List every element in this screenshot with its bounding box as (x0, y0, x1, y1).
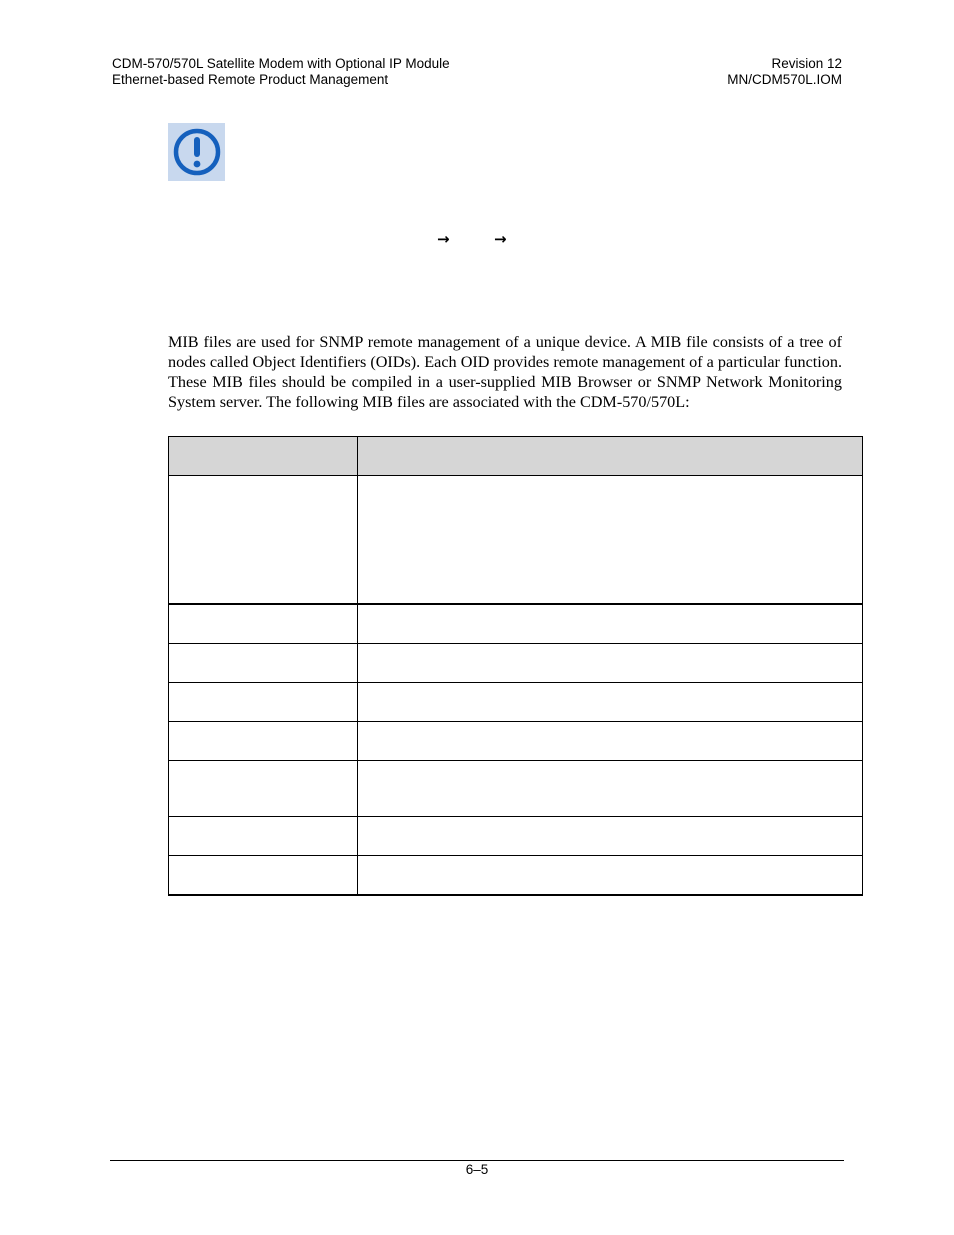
table-header-cell (358, 437, 863, 476)
running-header-right (727, 56, 842, 88)
table-cell (169, 644, 358, 683)
running-header-left (112, 56, 450, 88)
chapter-title: Ethernet-based Remote Product Management (112, 72, 389, 87)
mib-files-table (168, 436, 863, 896)
table-header-cell (169, 437, 358, 476)
revision-label: Revision 12 (771, 56, 842, 71)
document-title: CDM-570/570L Satellite Modem with Optional IP Module (112, 56, 450, 71)
table-cell (169, 604, 358, 644)
table-row (169, 604, 863, 644)
table-cell (358, 761, 863, 817)
table-cell (358, 722, 863, 761)
table-cell (169, 722, 358, 761)
table-row (169, 817, 863, 856)
table-cell (169, 683, 358, 722)
footer-rule (110, 1160, 844, 1161)
table-cell (358, 817, 863, 856)
table-cell (169, 817, 358, 856)
exclamation-circle-icon (168, 123, 225, 181)
table-cell (358, 683, 863, 722)
table-cell (169, 856, 358, 896)
table-cell (169, 476, 358, 605)
table-row (169, 476, 863, 605)
arrow-right-icon: → (494, 230, 507, 248)
mib-description-paragraph: MIB files are used for SNMP remote management of a unique device. A MIB file consists of a tree of nodes called Object Identifiers (OIDs). Each OID provides remote management of a particular function. These MIB files should be compiled in a user-supplied MIB Browser or SNMP Network Monitoring System server. The following MIB files are associated with the CDM-570/570L: (168, 333, 842, 411)
table-cell (358, 604, 863, 644)
table-row (169, 683, 863, 722)
arrow-right-icon: → (437, 230, 450, 248)
table-header-row (169, 437, 863, 476)
table-cell (358, 476, 863, 605)
table-cell (169, 761, 358, 817)
document-number: MN/CDM570L.IOM (727, 72, 842, 87)
table-row (169, 856, 863, 896)
table-row (169, 644, 863, 683)
table-cell (358, 856, 863, 896)
table-cell (358, 644, 863, 683)
table-row (169, 722, 863, 761)
table-row (169, 761, 863, 817)
page-number: 6–5 (465, 1162, 489, 1177)
